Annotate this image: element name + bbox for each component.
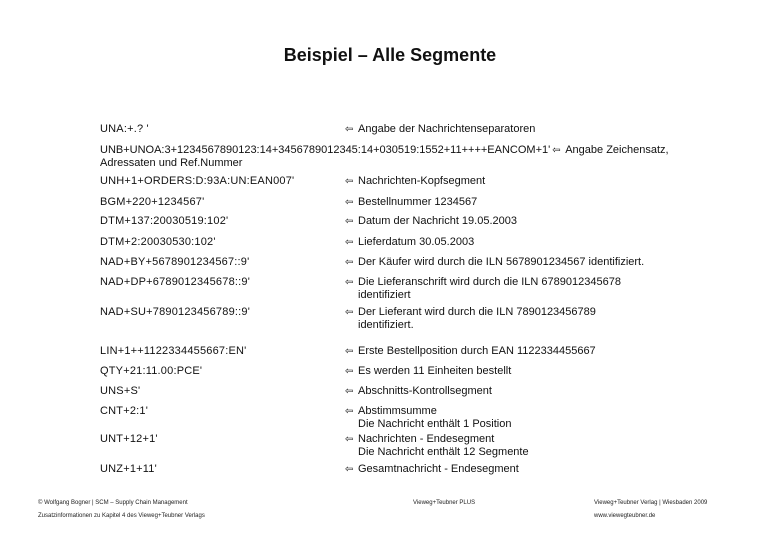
arrow-left-icon: ⇦ [345, 237, 354, 248]
segment-code: NAD+BY+5678901234567::9' [100, 256, 250, 268]
footer-copyright: © Wolfgang Bogner | SCM – Supply Chain Management [38, 500, 188, 506]
segment-code: BGM+220+1234567' [100, 196, 205, 208]
arrow-left-icon: ⇦ [345, 277, 354, 288]
segment-code: CNT+2:1' [100, 405, 149, 417]
segment-code-wrapped: UNB+UNOA:3+1234567890123:14+3456789012345:14+030519:1552+11++++EANCOM+1' ⇦ Angabe Zeichensatz, Adressaten und Ref.Nummer [100, 144, 669, 169]
segment-description: ⇦ Angabe der Nachrichtenseparatoren [345, 123, 536, 135]
arrow-left-icon: ⇦ [345, 124, 354, 135]
footer-website: www.viewegteubner.de [594, 513, 656, 519]
footer-publisher: Vieweg+Teubner Verlag | Wiesbaden 2009 [594, 500, 708, 506]
segment-description: ⇦ Gesamtnachricht - Endesegment [345, 463, 519, 475]
footer-source-note: Zusatzinformationen zu Kapitel 4 des Vieweg+Teubner Verlags [38, 513, 205, 519]
footer-center: Vieweg+Teubner PLUS [413, 500, 476, 506]
segment-code: QTY+21:11.00:PCE' [100, 365, 203, 377]
segment-code: DTM+137:20030519:102' [100, 215, 229, 227]
arrow-left-icon: ⇦ [345, 434, 354, 445]
arrow-left-icon: ⇦ [345, 464, 354, 475]
segment-code: NAD+SU+7890123456789::9' [100, 306, 251, 318]
arrow-left-icon: ⇦ [345, 257, 354, 268]
segment-code: UNS+S' [100, 385, 141, 397]
segment-code: NAD+DP+6789012345678::9' [100, 276, 251, 288]
arrow-left-icon: ⇦ [345, 386, 354, 397]
segment-description: ⇦ Abstimmsumme Die Nachricht enthält 1 Position [345, 405, 512, 430]
segment-code: UNH+1+ORDERS:D:93A:UN:EAN007' [100, 175, 295, 187]
arrow-left-icon: ⇦ [345, 366, 354, 377]
arrow-left-icon: ⇦ [345, 176, 354, 187]
segment-description: ⇦ Die Lieferanschrift wird durch die ILN 6789012345678 identifiziert [345, 276, 621, 301]
segment-description: ⇦ Erste Bestellposition durch EAN 1122334455667 [345, 345, 596, 357]
arrow-left-icon: ⇦ [345, 216, 354, 227]
arrow-left-icon: ⇦ [345, 197, 354, 208]
segment-description: ⇦ Datum der Nachricht 19.05.2003 [345, 215, 517, 227]
arrow-left-icon: ⇦ [552, 145, 561, 156]
slide-title: Beispiel – Alle Segmente [283, 45, 497, 65]
segment-description: ⇦ Nachrichten - Endesegment Die Nachricht enthält 12 Segmente [345, 433, 529, 458]
arrow-left-icon: ⇦ [345, 406, 354, 417]
segment-description: Angabe Zeichensatz, Adressaten und Ref.Nummer [100, 144, 669, 169]
segment-code: UNT+12+1' [100, 433, 158, 445]
arrow-left-icon: ⇦ [345, 346, 354, 357]
segment-description: ⇦ Lieferdatum 30.05.2003 [345, 236, 475, 248]
segment-description: ⇦ Nachrichten-Kopfsegment [345, 175, 486, 187]
segment-code: DTM+2:20030530:102' [100, 236, 216, 248]
segment-description: ⇦ Es werden 11 Einheiten bestellt [345, 365, 512, 377]
segment-description: ⇦ Abschnitts-Kontrollsegment [345, 385, 492, 397]
segment-code: UNA:+.? ' [100, 123, 149, 135]
segment-code: LIN+1++1122334455667:EN' [100, 345, 247, 357]
arrow-left-icon: ⇦ [345, 307, 354, 318]
segment-description: ⇦ Der Lieferant wird durch die ILN 7890123456789 identifiziert. [345, 306, 596, 331]
segment-description: ⇦ Der Käufer wird durch die ILN 5678901234567 identifiziert. [345, 256, 645, 268]
segment-code: UNZ+1+11' [100, 463, 157, 475]
segment-description: ⇦ Bestellnummer 1234567 [345, 196, 478, 208]
